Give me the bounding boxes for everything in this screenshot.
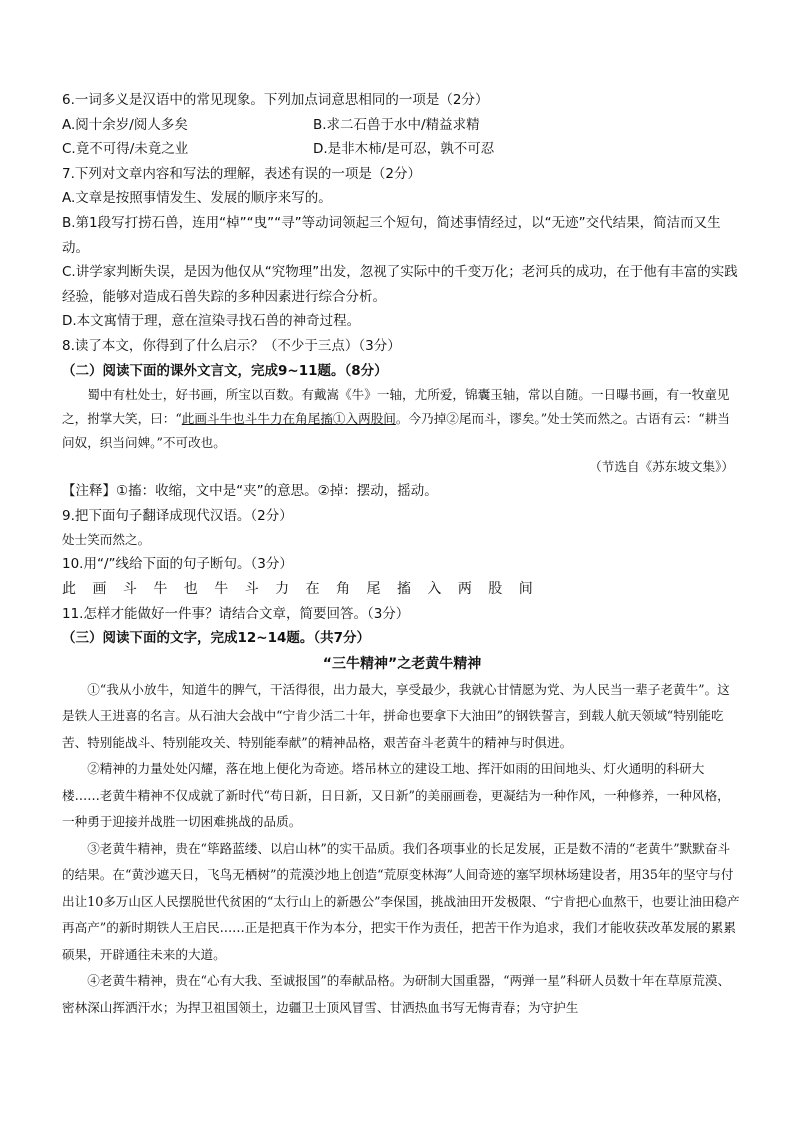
q7-stem: 7.下列对文章内容和写法的理解，表述有误的一项是（2分） (62, 165, 421, 182)
article-paragraph-3: ③老黄牛精神，贵在“筚路蓝缕、以启山林”的实干品质。我们各项事业的长足发展，正是数不清的“老黄牛”默默奋斗的结果。在“黄沙遮天日，飞鸟无栖树”的荒漠沙地上创造“荒原变林海”人间奇迹的塞罕坝林场建设者，用35年的坚守与付出让10多万山区人民摆脱世代贫困的“太行山上的新愚公”李保国，挑战油田开发极限、“宁肯把心血熬干，也要让油田稳产再高产”的新时期铁人王启民……正是把真干作为本分，把实干作为责任，把苦干作为追求，我们才能收获改革发展的累累硕果，开辟通往未来的大道。 (62, 840, 740, 962)
article-paragraph-4: ④老黄牛精神，贵在“心有大我、至诚报国”的奉献品格。为研制大国重器，“两弹一星”科研人员数十年在草原荒漠、密林深山挥洒汗水；为捍卫祖国领土，边疆卫士顶风冒雪、甘洒热血书写无悔青春；为守护生 (62, 973, 731, 1015)
section2-heading: （二）阅读下面的课外文言文，完成9~11题。（8分） (62, 362, 388, 379)
q6-option-b: B.求二石兽于水中/精益求精 (313, 116, 480, 133)
q7-option-b: B.第1段写打捞石兽，连用“棹”“曳”“寻”等动词领起三个短句，简述事情经过，以“无迹”交代结果，简洁而又生动。 (62, 214, 721, 256)
q7-option-c: C.讲学家判断失误，是因为他仅从“究物理”出发，忽视了实际中的千变万化；老河兵的成功，在于他有丰富的实践经验，能够对造成石兽失踪的多种因素进行综合分析。 (62, 264, 738, 305)
passage-note: 【注释】①搐：收缩，文中是“夹”的意思。②掉：摆动，摇动。 (62, 483, 438, 500)
passage-underlined-sentence: 此画斗牛也斗牛力在角尾搐①入两股间 (181, 411, 396, 427)
q6-option-a: A.阅十余岁/阅人多矣 (62, 116, 188, 133)
article-paragraph-1: ①“我从小放牛，知道牛的脾气，干活得很，出力最大，享受最少，我就心甘情愿为党、为人民当一辈子老黄牛”。这是铁人王进喜的名言。从石油大会战中“宁肯少活二十年，拼命也要拿下大油田”的钢铁誓言，到载人航天领域“特别能吃苦、特别能战斗、特别能攻关、特别能奉献”的精神品格，艰苦奋斗老黄牛的精神与时俱进。 (62, 681, 730, 750)
q7-option-a: A.文章是按照事情发生、发展的顺序来写的。 (62, 190, 332, 207)
q6-option-d: D.是非木柿/是可忍，孰不可忍 (313, 141, 495, 158)
q6-stem: 6.一词多义是汉语中的常见现象。下列加点词意思相同的一项是（2分） (62, 92, 489, 108)
q6-options-row2 (62, 137, 742, 162)
classical-passage (62, 383, 742, 455)
q10-stem: 10.用“/”线给下面的句子断句。（3分） (62, 556, 293, 573)
q11-stem: 11.怎样才能做好一件事？请结合文章，简要回答。（3分） (62, 605, 410, 622)
q7-option-d: D.本文寓情于理，意在渲染寻找石兽的神奇过程。 (62, 313, 361, 330)
section3-heading: （三）阅读下面的文字，完成12~14题。（共7分） (62, 630, 371, 647)
q9-sentence: 处士笑而然之。 (62, 532, 151, 548)
q9-stem: 9.把下面句子翻译成现代汉语。（2分） (62, 507, 293, 524)
article-title: “三牛精神”之老黄牛精神 (322, 655, 482, 672)
q6-option-c: C.竟不可得/未竟之业 (62, 141, 189, 158)
article-paragraph-2: ②精神的力量处处闪耀，落在地上便化为奇迹。塔吊林立的建设工地、挥汗如雨的田间地头、灯火通明的科研大楼……老黄牛精神不仅成就了新时代“苟日新，日日新，又日新”的美丽画卷，更凝结为一种作风，一种修养，一种风格，一种勇于迎接并战胜一切困难挑战的品质。 (62, 761, 730, 830)
q8-stem: 8.读了本文，你得到了什么启示？（不少于三点）（3分） (62, 337, 401, 354)
q6-options-row1 (62, 113, 742, 138)
passage-source: （节选自《苏东坡文集》） (589, 459, 734, 475)
passage-part1: 蜀中有杜处士，好书画，所宝以百数。有戴嵩《牛》一轴，尤所爱，锦囊玉轴，常以自随。一日曝书画，有一牧童见之，拊掌大笑，曰：“ (62, 387, 730, 427)
exam-page (62, 88, 742, 1021)
passage-part2: 。今乃掉②尾而斗，谬矣。”处士笑而然之。古语有云：“耕当问奴，织当问婢。”不可改也。 (62, 411, 730, 451)
q10-sentence: 此 画 斗 牛 也 牛 斗 力 在 角 尾 搐 入 两 股 间 (62, 580, 539, 597)
